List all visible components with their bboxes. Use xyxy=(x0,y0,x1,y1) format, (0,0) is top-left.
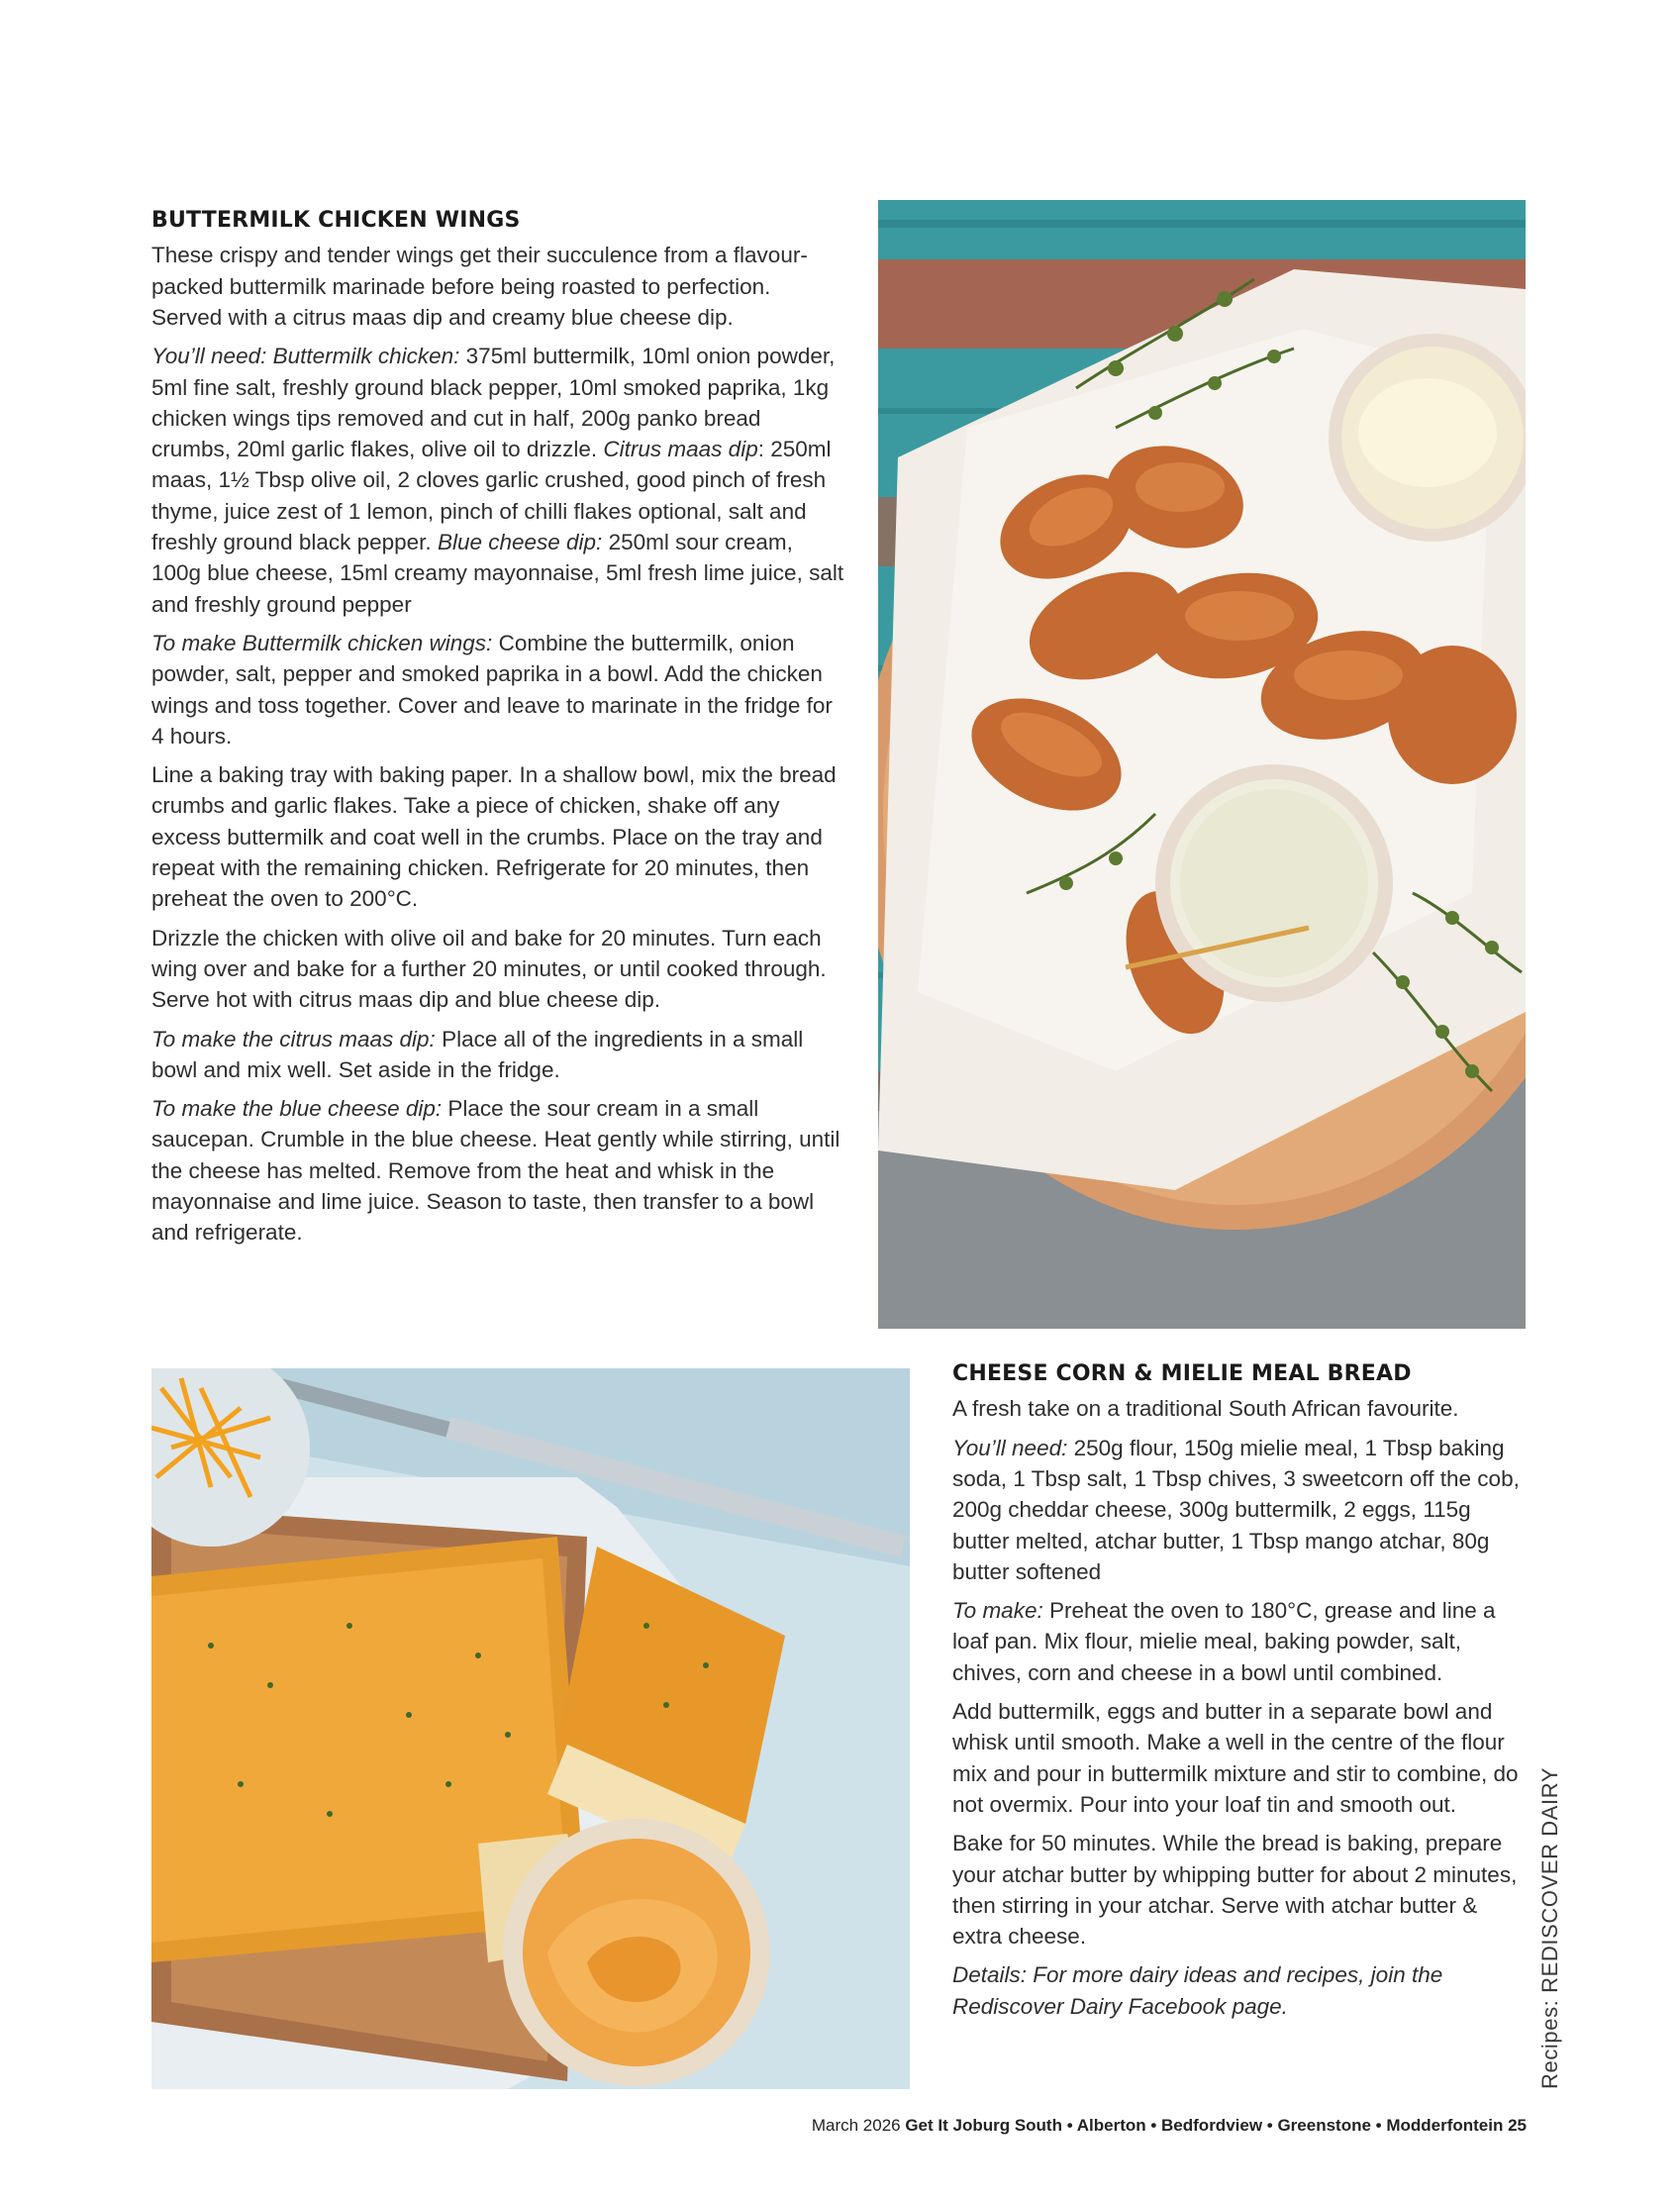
method-step xyxy=(151,1024,844,1086)
ingredients-text: 250ml sour cream, 100g blue cheese, 15ml creamy mayonnaise, 5ml fresh lime juice, salt and freshly ground pepper xyxy=(151,530,844,617)
recipe-cheese-bread xyxy=(952,1361,1527,2030)
method-step: Add buttermilk, eggs and butter in a separate bowl and whisk until smooth. Make a well in the centre of the flour mix and pour in buttermilk mixture and stir to combine, do not overmix. Pour into your loaf tin and smooth out. xyxy=(952,1699,1519,1817)
chicken-wings-illustration xyxy=(878,200,1526,1329)
cheese-bread-photo xyxy=(151,1368,910,2089)
page-footer xyxy=(812,2116,1527,2136)
method-step xyxy=(952,1595,1527,1688)
ingredients-label: You’ll need: Buttermilk chicken: xyxy=(151,344,460,369)
cheese-bread-illustration xyxy=(151,1368,910,2089)
footer-areas: • Alberton • Bedfordview • Greenstone • Modderfontein xyxy=(1061,2116,1509,2135)
footer-date: March 2026 xyxy=(811,2116,906,2135)
recipe-credit: Recipes: REDISCOVER DAIRY xyxy=(1537,1766,1562,2089)
method-text: Place all of the ingredients in a small bowl and mix well. Set aside in the fridge. xyxy=(151,1026,804,1082)
recipe-title: CHEESE CORN & MIELIE MEAL BREAD xyxy=(952,1361,1412,1386)
ingredients-label: Blue cheese dip: xyxy=(437,530,603,555)
method-label: To make Buttermilk chicken wings: xyxy=(151,630,493,655)
details-text: Details: For more dairy ideas and recipes, join the Rediscover Dairy Facebook page. xyxy=(952,1962,1443,2019)
chicken-wings-photo xyxy=(878,200,1526,1329)
page-number: 25 xyxy=(1508,2116,1527,2135)
method-label: To make: xyxy=(952,1598,1043,1624)
ingredients xyxy=(952,1433,1527,1587)
ingredients-label: You’ll need: xyxy=(952,1435,1068,1460)
method-step xyxy=(151,1093,844,1248)
ingredients xyxy=(151,341,844,620)
method-step: Bake for 50 minutes. While the bread is baking, prepare your atchar butter by whipping butter for about 2 minutes, then stirring in your atchar. Serve with atchar butter & extra cheese. xyxy=(952,1831,1518,1950)
ingredients-text: 375ml buttermilk, 10ml onion powder, 5ml fine salt, freshly ground black pepper, 10ml smoked paprika, 1kg chicken wings tips removed and cut in half, 200g panko bread crumbs, 20ml garlic flakes, olive oil to drizzle. xyxy=(151,344,836,462)
ingredients-label: Citrus maas dip xyxy=(603,437,758,462)
recipe-title: BUTTERMILK CHICKEN WINGS xyxy=(151,208,521,233)
method-step: Drizzle the chicken with olive oil and bake for 20 minutes. Turn each wing over and bake for a further 20 minutes, or until cooked through. Serve hot with citrus maas dip and blue cheese dip. xyxy=(151,925,827,1013)
method-step xyxy=(151,628,844,751)
ingredients-text: 250g flour, 150g mielie meal, 1 Tbsp baking soda, 1 Tbsp salt, 1 Tbsp chives, 3 sweetcorn off the cob, 200g cheddar cheese, 300g buttermilk, 2 eggs, 115g butter melted, atchar butter, 1 Tbsp mango atchar, 80g butter softened xyxy=(952,1435,1520,1584)
recipe-chicken-wings xyxy=(151,208,844,1256)
ingredients-text: : 250ml maas, 1½ Tbsp olive oil, 2 cloves garlic crushed, good pinch of fresh thyme, juice zest of 1 lemon, pinch of chilli flakes optional, salt and freshly ground black pepper. xyxy=(151,437,832,555)
method-step: Line a baking tray with baking paper. In a shallow bowl, mix the bread crumbs and garlic flakes. Take a piece of chicken, shake off any excess buttermilk and coat well in the crumbs. Place on the tray and repeat with the remaining chicken. Refrigerate for 20 minutes, then preheat the oven to 200°C. xyxy=(151,762,837,912)
recipe-intro: A fresh take on a traditional South African favourite. xyxy=(952,1396,1459,1422)
method-label: To make the blue cheese dip: xyxy=(151,1096,443,1122)
method-text: Place the sour cream in a small saucepan. Crumble in the blue cheese. Heat gently while stirring, until the cheese has melted. Remove from the heat and whisk in the mayonnaise and lime juice. Season to taste, then transfer to a bowl and refrigerate. xyxy=(151,1096,840,1246)
details-note xyxy=(952,1959,1527,2022)
method-text: Combine the buttermilk, onion powder, salt, pepper and smoked paprika in a bowl. Add the chicken wings and toss together. Cover and leave to marinate in the fridge for 4 hours. xyxy=(151,630,833,749)
recipe-intro: These crispy and tender wings get their succulence from a flavour-packed buttermilk marinade before being roasted to perfection. Served with a citrus maas dip and creamy blue cheese dip. xyxy=(151,243,808,330)
method-text: Preheat the oven to 180°C, grease and line a loaf pan. Mix flour, mielie meal, baking powder, salt, chives, corn and cheese in a bowl until combined. xyxy=(952,1598,1496,1685)
footer-publication: Get It Joburg South xyxy=(905,2116,1062,2135)
method-label: To make the citrus maas dip: xyxy=(151,1026,436,1051)
